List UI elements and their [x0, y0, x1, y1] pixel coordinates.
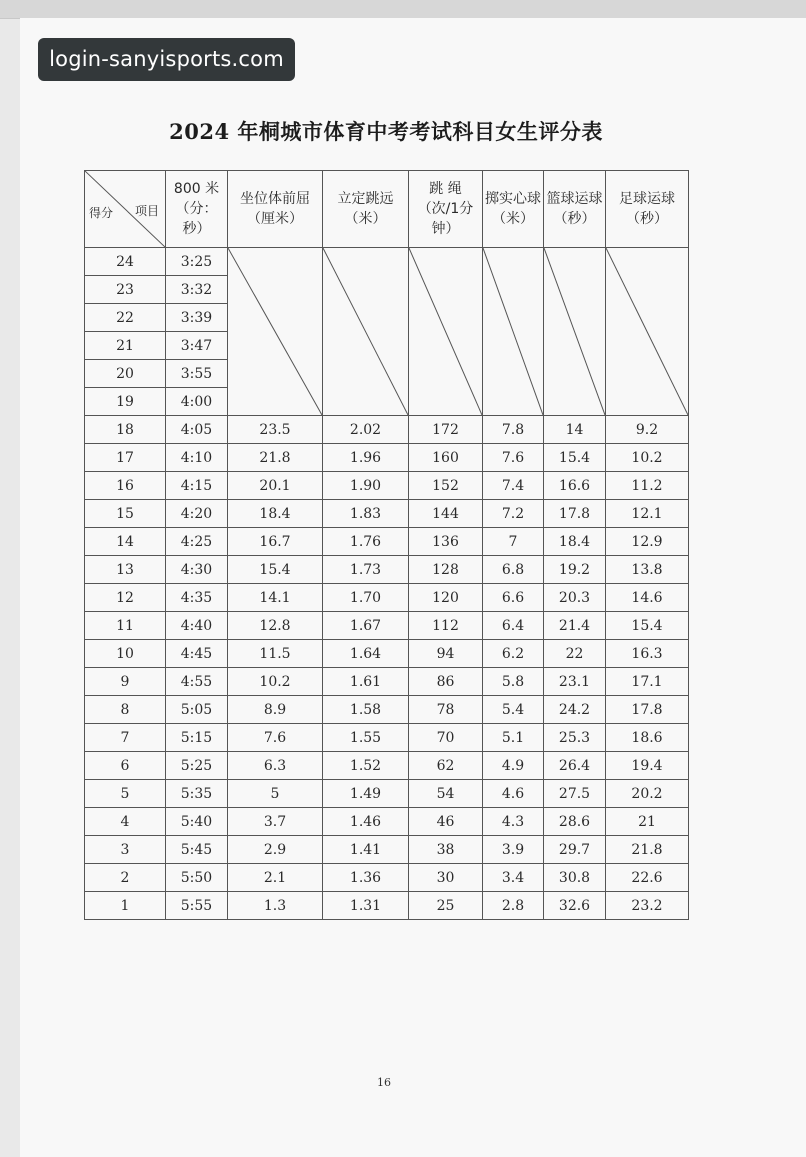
value-cell: 2.02 [323, 416, 409, 444]
value-cell: 15.4 [606, 612, 689, 640]
score-cell: 2 [85, 864, 166, 892]
table-header-row [85, 171, 689, 248]
value-cell: 1.58 [323, 696, 409, 724]
score-table [84, 170, 689, 920]
value-cell: 1.67 [323, 612, 409, 640]
value-cell: 1.31 [323, 892, 409, 920]
value-cell: 5:40 [166, 808, 228, 836]
table-row [85, 668, 689, 696]
value-cell: 23.1 [544, 668, 606, 696]
value-cell: 5:15 [166, 724, 228, 752]
value-cell: 78 [409, 696, 483, 724]
value-cell: 6.6 [483, 584, 544, 612]
value-cell: 21 [606, 808, 689, 836]
table-row [85, 752, 689, 780]
value-cell: 4:30 [166, 556, 228, 584]
value-cell: 112 [409, 612, 483, 640]
value-cell: 23.5 [228, 416, 323, 444]
value-cell: 12.8 [228, 612, 323, 640]
value-cell: 17.8 [544, 500, 606, 528]
score-cell: 23 [85, 276, 166, 304]
value-cell: 2.9 [228, 836, 323, 864]
score-cell: 16 [85, 472, 166, 500]
value-cell: 19.2 [544, 556, 606, 584]
value-cell: 5:55 [166, 892, 228, 920]
value-cell: 21.8 [606, 836, 689, 864]
score-cell: 14 [85, 528, 166, 556]
value-cell: 5:45 [166, 836, 228, 864]
table-row [85, 248, 689, 276]
value-cell: 5 [228, 780, 323, 808]
value-cell: 15.4 [544, 444, 606, 472]
value-cell: 3:47 [166, 332, 228, 360]
value-cell: 1.73 [323, 556, 409, 584]
value-cell: 160 [409, 444, 483, 472]
empty-cell [483, 248, 544, 416]
header-col-jump-rope: 跳 绳（次/1分钟） [409, 171, 483, 248]
value-cell: 12.1 [606, 500, 689, 528]
value-cell: 17.8 [606, 696, 689, 724]
score-cell: 5 [85, 780, 166, 808]
value-cell: 18.4 [228, 500, 323, 528]
value-cell: 11.5 [228, 640, 323, 668]
table-row [85, 528, 689, 556]
value-cell: 4:00 [166, 388, 228, 416]
value-cell: 29.7 [544, 836, 606, 864]
value-cell: 18.4 [544, 528, 606, 556]
value-cell: 22 [544, 640, 606, 668]
score-cell: 7 [85, 724, 166, 752]
value-cell: 3:25 [166, 248, 228, 276]
value-cell: 1.83 [323, 500, 409, 528]
header-score-label: 得分 [89, 206, 114, 220]
value-cell: 6.8 [483, 556, 544, 584]
value-cell: 1.36 [323, 864, 409, 892]
diagonal-line-icon [228, 248, 322, 415]
diagonal-line-icon [544, 248, 605, 415]
watermark-label: login-sanyisports.com [38, 38, 295, 81]
value-cell: 26.4 [544, 752, 606, 780]
value-cell: 136 [409, 528, 483, 556]
header-corner-cell [85, 171, 166, 248]
value-cell: 10.2 [228, 668, 323, 696]
value-cell: 4:15 [166, 472, 228, 500]
value-cell: 20.1 [228, 472, 323, 500]
value-cell: 30.8 [544, 864, 606, 892]
value-cell: 14.1 [228, 584, 323, 612]
value-cell: 18.6 [606, 724, 689, 752]
value-cell: 25 [409, 892, 483, 920]
value-cell: 3.9 [483, 836, 544, 864]
value-cell: 4:20 [166, 500, 228, 528]
empty-cell [409, 248, 483, 416]
value-cell: 1.76 [323, 528, 409, 556]
browser-top-bar [0, 0, 806, 19]
value-cell: 16.6 [544, 472, 606, 500]
value-cell: 19.4 [606, 752, 689, 780]
value-cell: 7.4 [483, 472, 544, 500]
value-cell: 5.8 [483, 668, 544, 696]
header-col-800m: 800 米（分：秒） [166, 171, 228, 248]
value-cell: 9.2 [606, 416, 689, 444]
table-row [85, 612, 689, 640]
value-cell: 14.6 [606, 584, 689, 612]
value-cell: 1.55 [323, 724, 409, 752]
header-col-shot-put: 掷实心球（米） [483, 171, 544, 248]
value-cell: 3:32 [166, 276, 228, 304]
value-cell: 70 [409, 724, 483, 752]
value-cell: 20.3 [544, 584, 606, 612]
value-cell: 7.8 [483, 416, 544, 444]
value-cell: 7.2 [483, 500, 544, 528]
value-cell: 4.6 [483, 780, 544, 808]
value-cell: 1.3 [228, 892, 323, 920]
value-cell: 4:55 [166, 668, 228, 696]
header-item-label: 项目 [135, 204, 160, 218]
empty-cell [228, 248, 323, 416]
value-cell: 12.9 [606, 528, 689, 556]
value-cell: 6.3 [228, 752, 323, 780]
score-cell: 10 [85, 640, 166, 668]
value-cell: 46 [409, 808, 483, 836]
page-number: 16 [377, 1076, 391, 1089]
value-cell: 1.64 [323, 640, 409, 668]
header-col-long-jump: 立定跳远（米） [323, 171, 409, 248]
value-cell: 6.2 [483, 640, 544, 668]
value-cell: 6.4 [483, 612, 544, 640]
table-row [85, 556, 689, 584]
value-cell: 128 [409, 556, 483, 584]
value-cell: 86 [409, 668, 483, 696]
value-cell: 10.2 [606, 444, 689, 472]
score-cell: 8 [85, 696, 166, 724]
value-cell: 3:39 [166, 304, 228, 332]
score-cell: 11 [85, 612, 166, 640]
value-cell: 16.3 [606, 640, 689, 668]
score-cell: 19 [85, 388, 166, 416]
value-cell: 5:50 [166, 864, 228, 892]
value-cell: 3.4 [483, 864, 544, 892]
value-cell: 7 [483, 528, 544, 556]
empty-cell [323, 248, 409, 416]
table-row [85, 808, 689, 836]
score-cell: 15 [85, 500, 166, 528]
table-row [85, 640, 689, 668]
value-cell: 4:25 [166, 528, 228, 556]
score-cell: 12 [85, 584, 166, 612]
score-cell: 3 [85, 836, 166, 864]
value-cell: 4:40 [166, 612, 228, 640]
diagonal-line-icon [606, 248, 688, 415]
score-cell: 20 [85, 360, 166, 388]
empty-cell [606, 248, 689, 416]
table-row [85, 500, 689, 528]
table-row [85, 892, 689, 920]
value-cell: 5:35 [166, 780, 228, 808]
value-cell: 94 [409, 640, 483, 668]
score-cell: 6 [85, 752, 166, 780]
value-cell: 1.61 [323, 668, 409, 696]
value-cell: 16.7 [228, 528, 323, 556]
table-row [85, 472, 689, 500]
value-cell: 30 [409, 864, 483, 892]
score-cell: 4 [85, 808, 166, 836]
table-row [85, 696, 689, 724]
score-cell: 1 [85, 892, 166, 920]
value-cell: 3:55 [166, 360, 228, 388]
value-cell: 23.2 [606, 892, 689, 920]
value-cell: 13.8 [606, 556, 689, 584]
value-cell: 11.2 [606, 472, 689, 500]
value-cell: 4.3 [483, 808, 544, 836]
value-cell: 28.6 [544, 808, 606, 836]
value-cell: 2.1 [228, 864, 323, 892]
table-row [85, 864, 689, 892]
value-cell: 4:35 [166, 584, 228, 612]
value-cell: 1.46 [323, 808, 409, 836]
value-cell: 4:05 [166, 416, 228, 444]
score-cell: 17 [85, 444, 166, 472]
table-row [85, 416, 689, 444]
empty-cell [544, 248, 606, 416]
table-row [85, 444, 689, 472]
score-cell: 21 [85, 332, 166, 360]
value-cell: 15.4 [228, 556, 323, 584]
value-cell: 8.9 [228, 696, 323, 724]
value-cell: 7.6 [228, 724, 323, 752]
table-row [85, 584, 689, 612]
header-col-football: 足球运球（秒） [606, 171, 689, 248]
value-cell: 172 [409, 416, 483, 444]
diagonal-line-icon [483, 248, 543, 415]
value-cell: 5.4 [483, 696, 544, 724]
score-cell: 18 [85, 416, 166, 444]
value-cell: 5:25 [166, 752, 228, 780]
value-cell: 4:45 [166, 640, 228, 668]
table-row [85, 836, 689, 864]
table-row [85, 780, 689, 808]
value-cell: 152 [409, 472, 483, 500]
value-cell: 1.52 [323, 752, 409, 780]
value-cell: 22.6 [606, 864, 689, 892]
value-cell: 7.6 [483, 444, 544, 472]
diagonal-line-icon [409, 248, 482, 415]
value-cell: 5.1 [483, 724, 544, 752]
score-cell: 9 [85, 668, 166, 696]
header-col-sit-reach: 坐位体前屈（厘米） [228, 171, 323, 248]
value-cell: 21.8 [228, 444, 323, 472]
page-title: 2024 年桐城市体育中考考试科目女生评分表 [169, 119, 603, 144]
value-cell: 32.6 [544, 892, 606, 920]
header-col-basketball: 篮球运球（秒） [544, 171, 606, 248]
value-cell: 1.49 [323, 780, 409, 808]
value-cell: 24.2 [544, 696, 606, 724]
value-cell: 20.2 [606, 780, 689, 808]
value-cell: 54 [409, 780, 483, 808]
table-row [85, 724, 689, 752]
diagonal-line-icon [323, 248, 408, 415]
value-cell: 1.96 [323, 444, 409, 472]
value-cell: 62 [409, 752, 483, 780]
value-cell: 120 [409, 584, 483, 612]
value-cell: 17.1 [606, 668, 689, 696]
value-cell: 14 [544, 416, 606, 444]
value-cell: 4.9 [483, 752, 544, 780]
value-cell: 1.70 [323, 584, 409, 612]
value-cell: 1.90 [323, 472, 409, 500]
value-cell: 2.8 [483, 892, 544, 920]
value-cell: 21.4 [544, 612, 606, 640]
value-cell: 5:05 [166, 696, 228, 724]
value-cell: 3.7 [228, 808, 323, 836]
value-cell: 4:10 [166, 444, 228, 472]
value-cell: 1.41 [323, 836, 409, 864]
score-cell: 13 [85, 556, 166, 584]
value-cell: 144 [409, 500, 483, 528]
value-cell: 25.3 [544, 724, 606, 752]
value-cell: 38 [409, 836, 483, 864]
score-cell: 22 [85, 304, 166, 332]
score-cell: 24 [85, 248, 166, 276]
value-cell: 27.5 [544, 780, 606, 808]
